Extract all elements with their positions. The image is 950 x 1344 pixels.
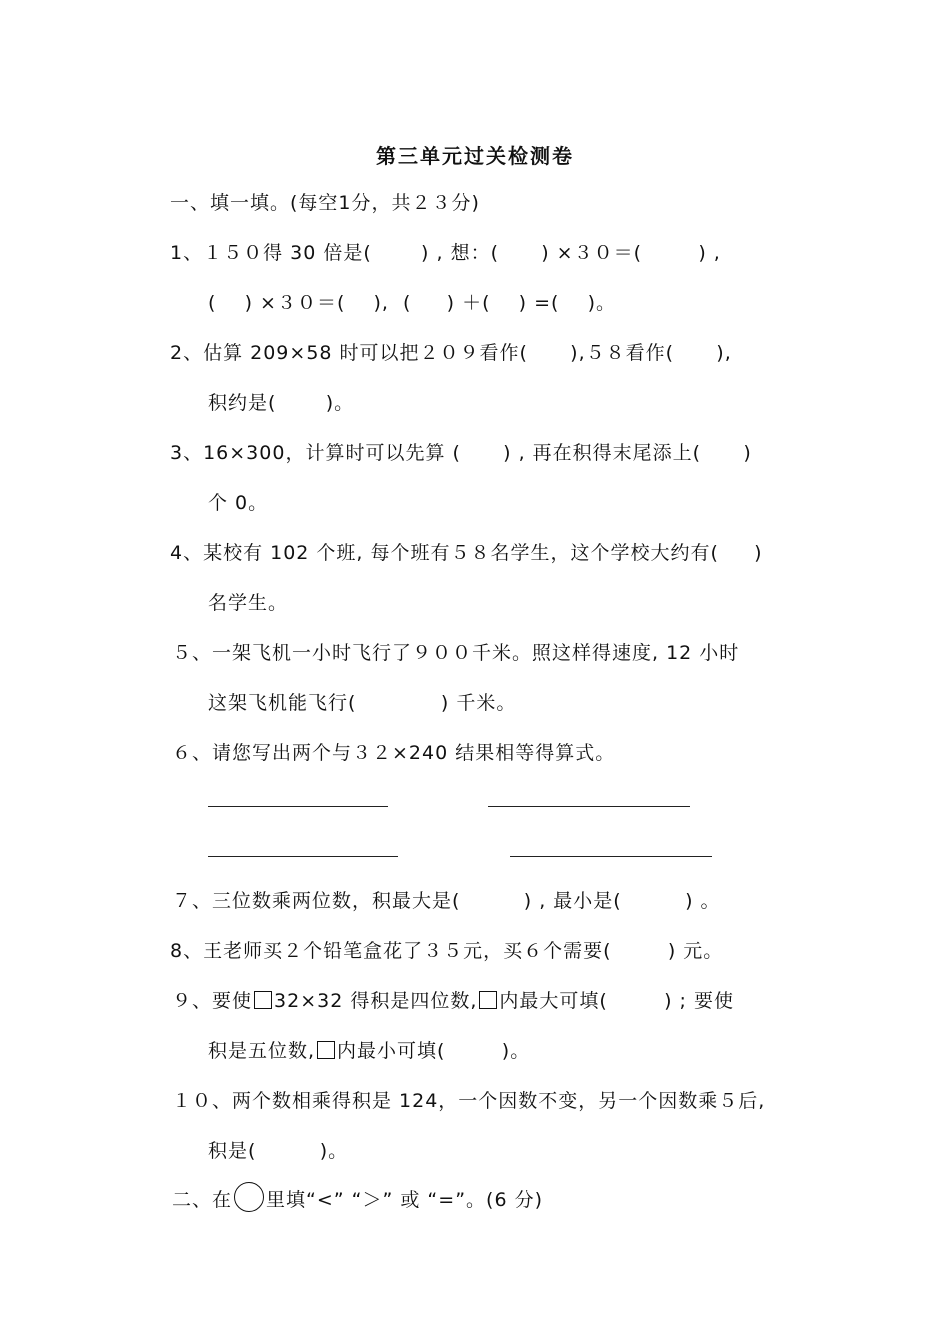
question-9-line-1 — [172, 986, 734, 1013]
circle-blank-icon — [234, 1182, 264, 1212]
question-10-line-1: １０、两个数相乘得积是 124，一个因数不变，另一个因数乘５后, — [172, 1090, 766, 1112]
question-9-text-e: 内最小可填( )。 — [337, 1040, 531, 1062]
answer-blank-1[interactable] — [208, 806, 388, 807]
question-3-line-1: 3、16×300，计算时可以先算 ( ) , 再在积得末尾添上( ) — [170, 442, 752, 464]
square-box-icon — [254, 991, 272, 1009]
question-7-line-1: ７、三位数乘两位数，积最大是( ) , 最小是( ) 。 — [172, 890, 721, 912]
question-4-line-2: 名学生。 — [208, 592, 289, 614]
page-title: 第三单元过关检测卷 — [376, 144, 574, 168]
question-9-line-2 — [208, 1036, 530, 1063]
section-two-heading — [172, 1182, 543, 1212]
question-5-line-2: 这架飞机能飞行( ) 千米。 — [208, 692, 517, 714]
square-box-icon — [479, 991, 497, 1009]
answer-blank-3[interactable] — [208, 856, 398, 857]
answer-blank-4[interactable] — [510, 856, 712, 857]
question-3-line-2: 个 0。 — [208, 492, 269, 514]
question-4-line-1: 4、某校有 102 个班, 每个班有５８名学生，这个学校大约有( ) — [170, 542, 763, 564]
question-6-line-1: ６、请您写出两个与３２×240 结果相等得算式。 — [172, 742, 616, 764]
question-9-text-c: 内最大可填( ) ; 要使 — [499, 990, 734, 1012]
question-2-line-1: 2、估算 209×58 时可以把２０９看作( ),５８看作( ), — [170, 342, 732, 364]
section-two-text-a: 二、在 — [172, 1189, 233, 1211]
question-9-text-d: 积是五位数, — [208, 1040, 316, 1062]
question-5-line-1: ５、一架飞机一小时飞行了９００千米。照这样得速度, 12 小时 — [172, 642, 740, 664]
square-box-icon — [317, 1041, 335, 1059]
question-9-text-b: 32×32 得积是四位数, — [274, 990, 478, 1012]
question-2-line-2: 积约是( )。 — [208, 392, 355, 414]
question-1-line-1: 1、１５０得 30 倍是( ) , 想：( ) ×３０＝( ) , — [170, 242, 721, 264]
section-one-heading: 一、填一填。(每空1分，共２３分) — [170, 192, 480, 214]
answer-blank-2[interactable] — [488, 806, 690, 807]
question-9-text-a: ９、要使 — [172, 990, 253, 1012]
section-two-text-b: 里填“<” “＞” 或 “=”。(6 分) — [266, 1189, 543, 1211]
question-10-line-2: 积是( )。 — [208, 1140, 349, 1162]
question-8-line-1: 8、王老师买２个铅笔盒花了３５元，买６个需要( ) 元。 — [170, 940, 724, 962]
question-1-line-2: ( ) ×３０＝( ), ( ) ＋( ) =( )。 — [208, 292, 617, 314]
